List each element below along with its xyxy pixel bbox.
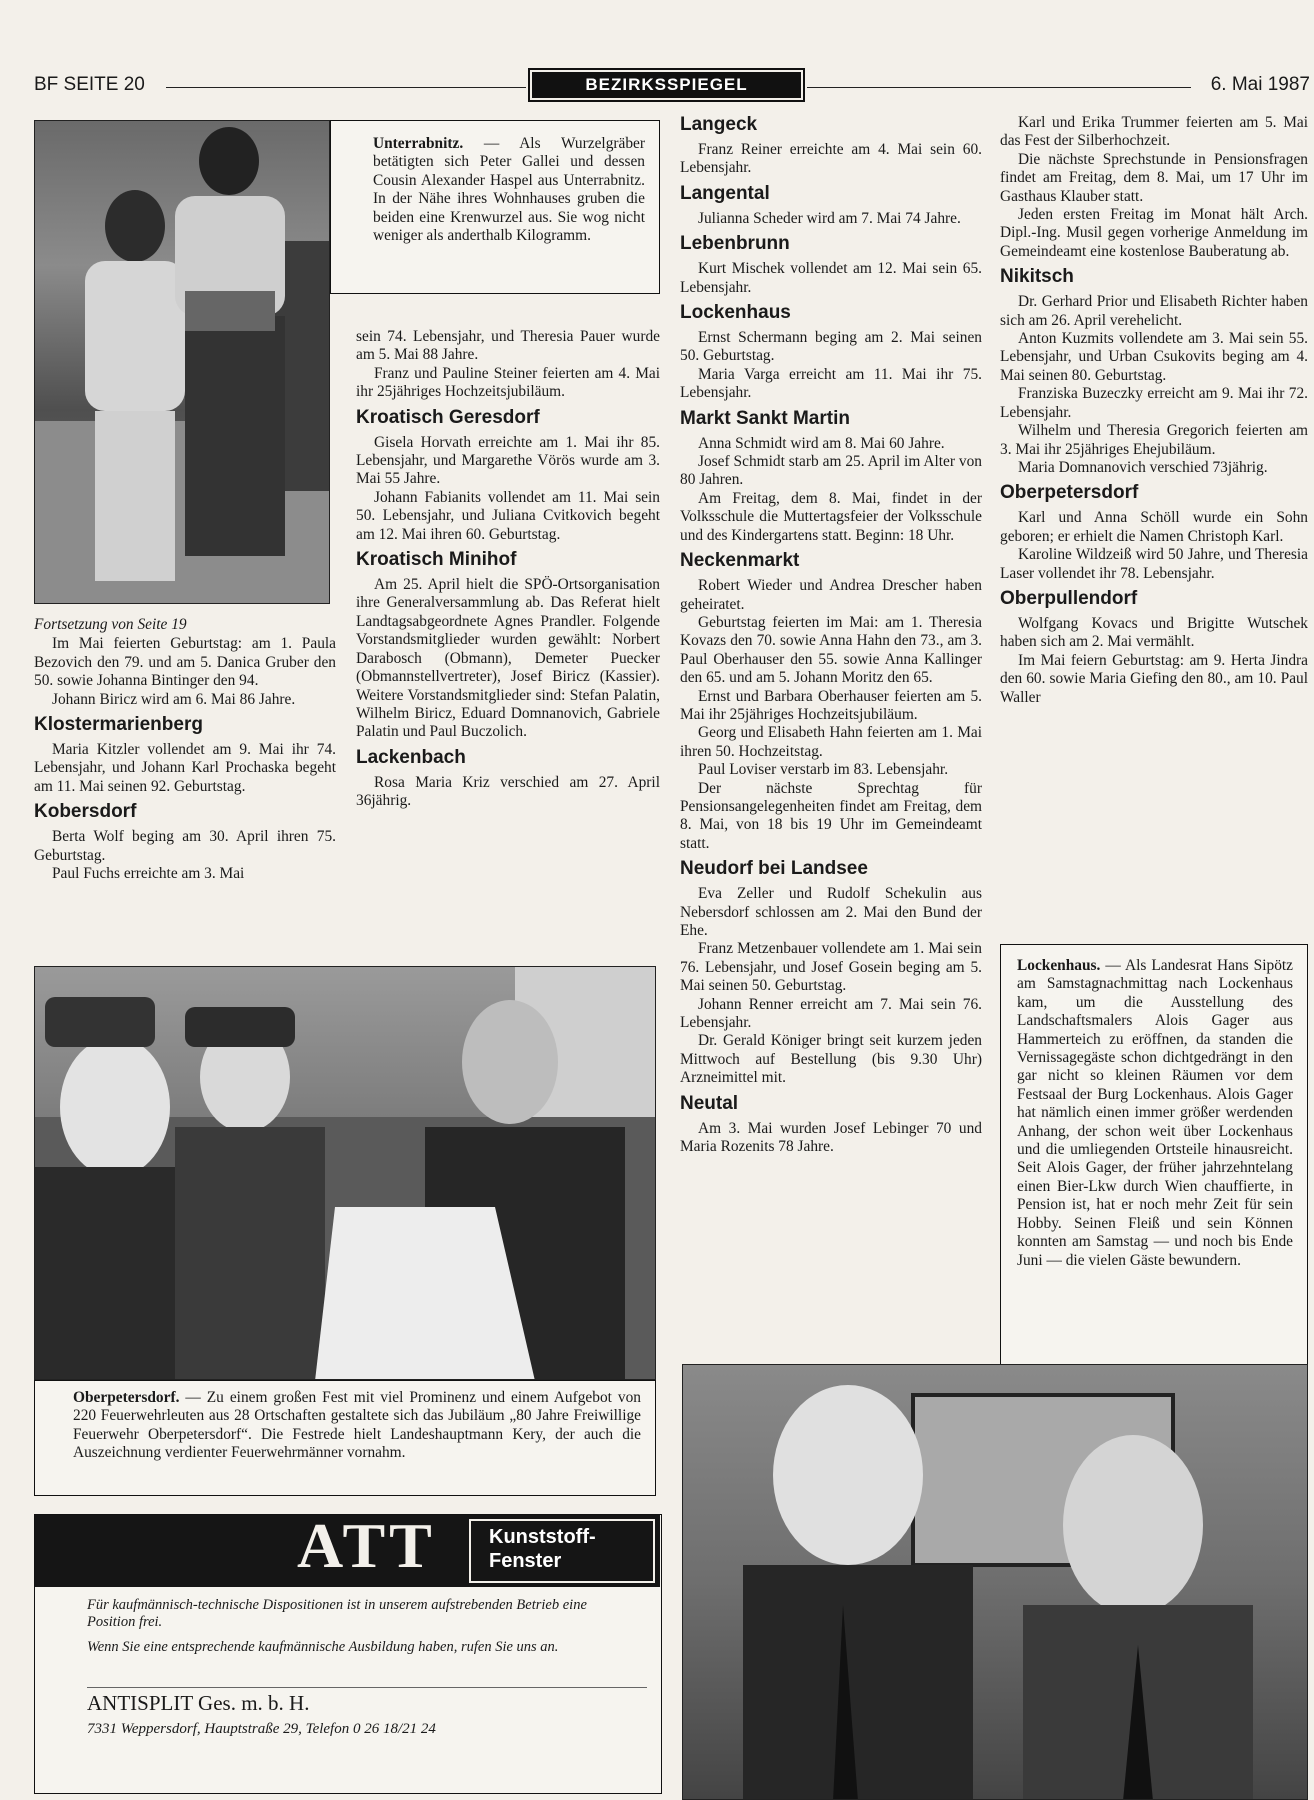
col1-paragraph: Paul Fuchs erreichte am 3. Mai [52, 865, 245, 883]
col3-paragraph: Ernst Schermann beging am 2. Mai seinen 50. Geburtstag. [680, 329, 982, 365]
heading-oberpullendorf: Oberpullendorf [1000, 587, 1138, 609]
col1-paragraph: Berta Wolf beging am 30. April ihren 75. Geburtstag. [34, 828, 336, 864]
col3-paragraph: Der nächste Sprechtag für Pensionsangelegenheiten findet am Freitag, dem 8. Mai, von 18 bis 19 Uhr im Gemeindeamt statt. [680, 779, 982, 852]
heading-kroatisch-geresdorf: Kroatisch Geresdorf [356, 406, 540, 428]
column-3 [680, 114, 982, 1156]
oberpetersdorf-place: Oberpetersdorf. [73, 1389, 180, 1406]
col3-paragraph: Dr. Gerald Königer bringt seit kurzem jeden Mittwoch auf Bestellung (bis 9.30 Uhr) Arzneimittel mit. [680, 1032, 982, 1087]
oberpetersdorf-caption-body: — Zu einem großen Fest mit viel Prominenz und einem Aufgebot von 220 Feuerwehrleuten aus 28 Ortschaften gestaltete sich das Jubiläum „80 Jahre Freiwillige Feuerwehr Oberpetersdorf“. Die Festrede hielt Landeshauptmann Kery, der auch die Auszeichnung verdienter Feuerwehrmänner vornahm. [73, 1389, 641, 1462]
col4-paragraph: Wolfgang Kovacs und Brigitte Wutschek haben sich am 2. Mai vermählt. [1000, 614, 1308, 651]
col3-paragraph: Georg und Elisabeth Hahn feierten am 1. Mai ihren 50. Hochzeitstag. [680, 724, 982, 760]
col1-paragraph: Johann Biricz wird am 6. Mai 86 Jahre. [52, 690, 296, 708]
heading-lebenbrunn: Lebenbrunn [680, 233, 790, 255]
issue-date: 6. Mai 1987 [1210, 74, 1310, 95]
col4-paragraph: Jeden ersten Freitag im Monat hält Arch. Dipl.-Ing. Musil gegen vorherige Anmeldung im Gemeindeamt eine kostenlose Bauberatung ab. [1000, 206, 1308, 260]
header-rule-right [807, 87, 1191, 88]
unterrabnitz-body: — Als Wurzelgräber betätigten sich Peter Gallei und dessen Cousin Alexander Haspel aus Unterrabnitz. In der Nähe ihres Wohnhauses gruben die beiden eine Krenwurzel aus. Sie wog nicht weniger als anderthalb Kilogramm. [373, 135, 645, 245]
ad-product-box [469, 1519, 655, 1583]
col4-paragraph: Franziska Buzeczky erreicht am 9. Mai ihr 72. Lebensjahr. [1000, 385, 1308, 421]
col2-paragraph: sein 74. Lebensjahr, und Theresia Pauer wurde am 5. Mai 88 Jahre. [356, 328, 660, 364]
heading-neckenmarkt: Neckenmarkt [680, 550, 800, 572]
col3-paragraph: Josef Schmidt starb am 25. April im Alter von 80 Jahren. [680, 453, 982, 489]
col3-paragraph: Franz Reiner erreichte am 4. Mai sein 60. Lebensjahr. [680, 141, 982, 177]
lockenhaus-text [1017, 957, 1293, 1270]
col2-paragraph: Johann Fabianits vollendet am 11. Mai sein 50. Lebensjahr, und Juliana Cvitkovich begeht am 12. Mai ihren 60. Geburtstag. [356, 488, 660, 543]
photo-ausstellung-illustration [683, 1365, 1308, 1800]
ad-logo: ATT [297, 1510, 436, 1581]
col3-paragraph: Maria Varga erreicht am 11. Mai ihr 75. Lebensjahr. [680, 365, 982, 402]
photo-boys-krenwurzel [34, 120, 330, 604]
heading-lockenhaus: Lockenhaus [680, 302, 791, 324]
col3-paragraph: Julianna Scheder wird am 7. Mai 74 Jahre. [698, 209, 961, 227]
ad-product-line-2: Fenster [489, 1550, 562, 1572]
ad-divider [87, 1687, 647, 1688]
col4-paragraph: Maria Domnanovich verschied 73jährig. [1018, 458, 1268, 476]
heading-kroatisch-minihof: Kroatisch Minihof [356, 549, 517, 571]
unterrabnitz-text [373, 135, 645, 245]
column-4 [1000, 114, 1308, 707]
news-box-lockenhaus [1000, 944, 1308, 1408]
col3-paragraph: Robert Wieder und Andrea Drescher haben geheiratet. [680, 577, 982, 613]
col4-paragraph: Anton Kuzmits vollendete am 3. Mai sein 55. Lebensjahr, und Urban Csukovits beging am 4. Mai seinen 80. Geburtstag. [1000, 330, 1308, 384]
heading-langeck: Langeck [680, 114, 758, 135]
heading-oberpetersdorf: Oberpetersdorf [1000, 482, 1139, 504]
caption-oberpetersdorf [34, 1380, 656, 1496]
oberpetersdorf-caption-text [73, 1389, 641, 1463]
photo-feuerwehr-jubilaeum [34, 966, 656, 1380]
photo-boys-illustration [35, 121, 330, 604]
col3-paragraph: Johann Renner erreicht am 7. Mai sein 76. Lebensjahr. [680, 995, 982, 1032]
col4-paragraph: Dr. Gerhard Prior und Elisabeth Richter haben sich am 26. April verehelicht. [1000, 293, 1308, 329]
col3-paragraph: Ernst und Barbara Oberhauser feierten am 5. Mai ihr 25jähriges Hochzeitsjubiläum. [680, 687, 982, 723]
heading-neudorf-bei-landsee: Neudorf bei Landsee [680, 858, 868, 880]
lockenhaus-place: Lockenhaus. [1017, 957, 1101, 974]
col4-paragraph: Karl und Erika Trummer feierten am 5. Mai das Fest der Silberhochzeit. [1000, 114, 1308, 150]
col3-paragraph: Am Freitag, dem 8. Mai, findet in der Volksschule die Muttertagsfeier der Volksschule und des Kindergartens statt. Beginn: 18 Uhr. [680, 489, 982, 544]
heading-klostermarienberg: Klostermarienberg [34, 714, 203, 736]
heading-neutal: Neutal [680, 1092, 739, 1114]
ad-company: ANTISPLIT Ges. m. b. H. [87, 1691, 310, 1715]
page-number: BF SEITE 20 [34, 74, 145, 95]
col3-paragraph: Franz Metzenbauer vollendete am 1. Mai sein 76. Lebensjahr, und Josef Gosein beging am 5. Mai seinen 50. Geburtstag. [680, 940, 982, 995]
col3-paragraph: Am 3. Mai wurden Josef Lebinger 70 und Maria Rozenits 78 Jahre. [680, 1119, 982, 1156]
col4-paragraph: Karl und Anna Schöll wurde ein Sohn geboren; er erhielt die Namen Christoph Karl. [1000, 509, 1308, 545]
col3-paragraph: Kurt Mischek vollendet am 12. Mai sein 65. Lebensjahr. [680, 260, 982, 296]
col4-paragraph: Wilhelm und Theresia Gregorich feierten am 3. Mai ihr 25jähriges Ehejubiläum. [1000, 422, 1308, 458]
col3-paragraph: Geburtstag feierten im Mai: am 1. Theresia Kovazs den 70. sowie Anna Hahn den 73., am 3. Paul Oberhauser den 55. sowie Anna Kallinger den 65. und am 5. Johann Moritz den 65. [680, 613, 982, 687]
advertisement-antisplit [34, 1510, 662, 1794]
continuation-note: Fortsetzung von Seite 19 [34, 616, 187, 633]
ad-text-2: Wenn Sie eine entsprechende kaufmännische Ausbildung haben, rufen Sie uns an. [87, 1639, 559, 1655]
heading-nikitsch: Nikitsch [1000, 266, 1074, 288]
masthead [528, 68, 805, 102]
lockenhaus-body: — Als Landesrat Hans Sipötz am Samstagnachmittag nach Lockenhaus kam, um die Ausstellung des Landschaftsmalers Alois Gager aus Hammerteich zu eröffnen, da standen die Vernissagegäste schon dichtgedrängt in den gar nicht so kleinen Räumen vor dem Festsaal der Burg Lockenhaus. Alois Gager hat nämlich einen immer größer werdenden Anhang, der schon weit über Lockenhaus und die umliegenden Ortsteile hinausreicht. Seit Alois Gager, der früher jahrzehntelang einen Bier-Lkw durch Wien chauffierte, in Pension ist, hat er noch mehr Zeit für sein Hobby. Seinen Fleiß und sein Können konnten am Samstag — und noch bis Ende Juni — die vielen Gäste bewundern. [1017, 957, 1293, 1269]
column-1 [34, 616, 336, 883]
col3-paragraph: Eva Zeller und Rudolf Schekulin aus Nebersdorf schlossen am 2. Mai den Bund der Ehe. [680, 885, 982, 939]
col1-paragraph: Im Mai feierten Geburtstag: am 1. Paula Bezovich den 79. und am 5. Danica Gruber den 50. sowie Johanna Bintinger den 94. [34, 635, 336, 690]
col4-paragraph: Die nächste Sprechstunde in Pensionsfragen findet am Freitag, dem 8. Mai, um 17 Uhr im Gasthaus Klauber statt. [1000, 150, 1308, 205]
col2-paragraph: Rosa Maria Kriz verschied am 27. April 36jährig. [356, 773, 660, 810]
heading-lackenbach: Lackenbach [356, 746, 466, 768]
col1-paragraph: Maria Kitzler vollendet am 9. Mai ihr 74. Lebensjahr, und Johann Karl Prochaska begeht am 11. Mai seinen 92. Geburtstag. [34, 741, 336, 795]
col2-paragraph: Am 25. April hielt die SPÖ-Ortsorganisation ihre Generalversammlung ab. Das Referat hielt Landtagsabgeordnete Agnes Prandler. Folgende Vorstandsmitglieder wurden gewählt: Norbert Darabosch (Obmann), Demeter Puecker (Obmannstellvertreter), Josef Biricz (Kassier). Weitere Vorstandsmitglieder sind: Stefan Palatin, Wilhelm Biricz, Eduard Domnanovich, Gabriele Palatin und Paul Buczolich. [356, 576, 660, 741]
heading-kobersdorf: Kobersdorf [34, 801, 137, 823]
col3-paragraph: Paul Loviser verstarb im 83. Lebensjahr. [698, 761, 949, 779]
heading-markt-sankt-martin: Markt Sankt Martin [680, 407, 850, 429]
ad-address: 7331 Weppersdorf, Hauptstraße 29, Telefon 0 26 18/21 24 [87, 1721, 436, 1737]
ad-product-line-1: Kunststoff- [489, 1526, 596, 1548]
photo-feuerwehr-illustration [35, 967, 656, 1380]
col2-paragraph: Gisela Horvath erreichte am 1. Mai ihr 85. Lebensjahr, und Margarethe Vörös wurde am 3. Mai 55 Jahre. [356, 433, 660, 488]
heading-langental: Langental [680, 182, 770, 204]
col2-paragraph: Franz und Pauline Steiner feierten am 4. Mai ihr 25jähriges Hochzeitsjubiläum. [356, 364, 660, 401]
header-rule-left [166, 87, 526, 88]
photo-ausstellung-gager [682, 1364, 1308, 1800]
news-box-unterrabnitz [330, 120, 660, 294]
col4-paragraph: Im Mai feiern Geburtstag: am 9. Herta Jindra den 60. sowie Maria Giefing den 80., am 10. Paul Waller [1000, 651, 1308, 706]
col3-paragraph: Anna Schmidt wird am 8. Mai 60 Jahre. [698, 434, 945, 452]
masthead-title: BEZIRKSSPIEGEL [532, 72, 801, 98]
column-2 [356, 328, 660, 811]
ad-text-1: Für kaufmännisch-technische Dispositionen ist in unserem aufstrebenden Betrieb eine Position frei. [87, 1597, 587, 1630]
ad-banner [35, 1510, 660, 1587]
col4-paragraph: Karoline Wildzeiß wird 50 Jahre, und Theresia Laser vollendet ihr 78. Lebensjahr. [1000, 546, 1308, 582]
unterrabnitz-place: Unterrabnitz. [373, 135, 464, 152]
